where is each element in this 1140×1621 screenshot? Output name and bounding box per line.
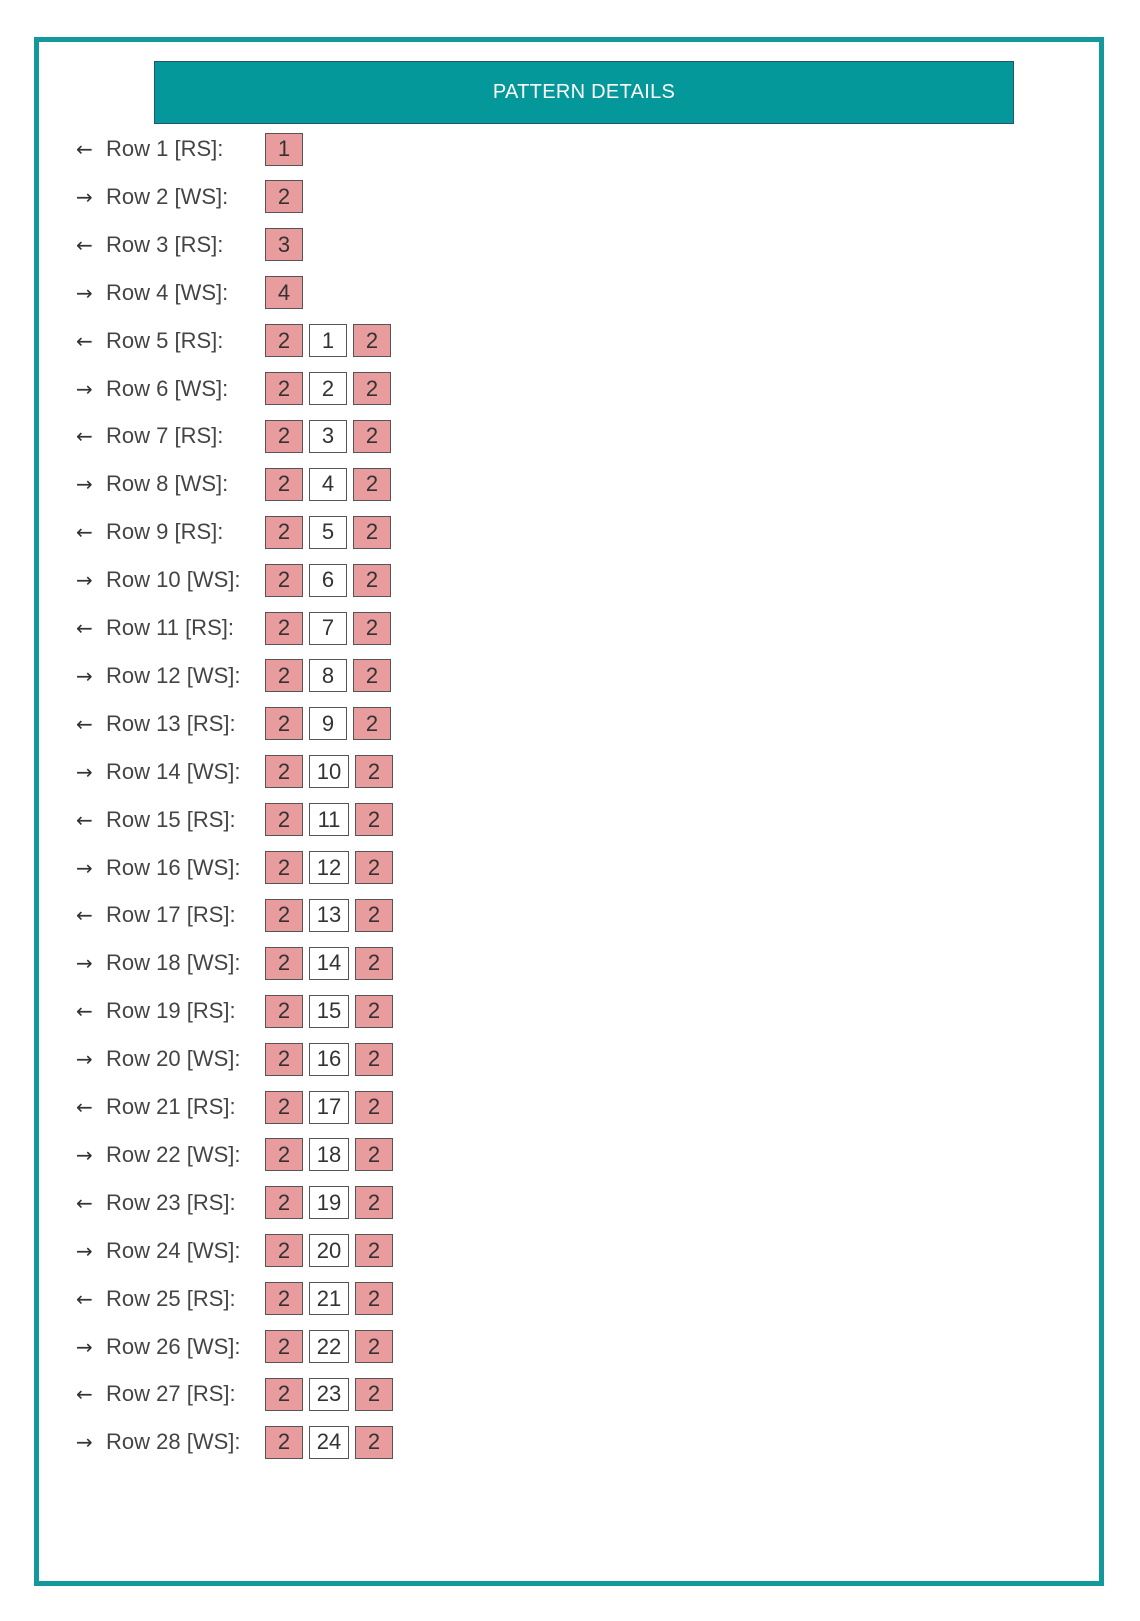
stitch-cell-white: 15 — [309, 995, 349, 1028]
row-label — [76, 902, 265, 928]
pattern-row — [76, 705, 397, 743]
row-label-text: Row 1 [RS]: — [106, 136, 224, 161]
stitch-cell-pink: 2 — [265, 612, 303, 645]
arrow-right-icon: → — [76, 280, 93, 305]
row-label — [76, 280, 265, 306]
stitch-cells — [265, 755, 399, 788]
stitch-cell-pink: 2 — [353, 612, 391, 645]
stitch-cell-pink: 2 — [355, 851, 393, 884]
arrow-left-icon: ← — [76, 616, 93, 640]
arrow-right-icon: → — [76, 1430, 93, 1455]
stitch-cell-pink: 2 — [353, 659, 391, 692]
row-label-text: Row 9 [RS]: — [106, 519, 224, 545]
stitch-cell-pink: 2 — [265, 755, 303, 788]
arrow-right-icon: → — [76, 1238, 93, 1263]
pattern-row — [76, 561, 397, 599]
arrow-right-icon: → — [76, 951, 93, 976]
pattern-row — [76, 992, 399, 1030]
stitch-cell-pink: 2 — [355, 947, 393, 980]
stitch-cell-pink: 2 — [265, 324, 303, 357]
row-label-text: Row 27 [RS]: — [106, 1381, 236, 1407]
pattern-row — [76, 944, 399, 982]
row-label — [76, 711, 265, 737]
stitch-cell-pink: 2 — [265, 899, 303, 932]
row-label — [76, 1238, 265, 1264]
pattern-row — [76, 1136, 399, 1174]
row-label-text: Row 22 [WS]: — [106, 1141, 241, 1167]
stitch-cell-white: 20 — [309, 1234, 349, 1267]
row-label — [76, 998, 265, 1024]
stitch-cell-pink: 2 — [265, 372, 303, 405]
stitch-cell-white: 7 — [309, 612, 347, 645]
stitch-cell-white: 23 — [309, 1378, 349, 1411]
stitch-cell-pink: 2 — [355, 1330, 393, 1363]
stitch-cells — [265, 276, 309, 309]
stitch-cells — [265, 707, 397, 740]
row-label — [76, 1142, 265, 1168]
stitch-cell-pink: 3 — [265, 228, 303, 261]
stitch-cells — [265, 1091, 399, 1124]
arrow-left-icon: ← — [76, 232, 93, 257]
arrow-left-icon: ← — [76, 903, 93, 928]
row-label — [76, 950, 265, 976]
stitch-cells — [265, 1282, 399, 1315]
pattern-row — [76, 753, 399, 791]
pattern-row — [76, 1232, 399, 1270]
stitch-cells — [265, 1043, 399, 1076]
row-label — [76, 232, 265, 258]
stitch-cell-white: 13 — [309, 899, 349, 932]
row-label — [76, 759, 265, 785]
pattern-row — [76, 1328, 399, 1366]
stitch-cell-pink: 2 — [265, 468, 303, 501]
pattern-row — [76, 370, 397, 408]
row-label-text: Row 25 [RS]: — [106, 1285, 236, 1311]
pattern-row — [76, 322, 397, 360]
row-label — [76, 184, 265, 210]
row-label-text: Row 15 [RS]: — [106, 806, 236, 832]
row-label — [76, 1190, 265, 1216]
arrow-left-icon: ← — [76, 1190, 93, 1215]
stitch-cell-pink: 2 — [355, 995, 393, 1028]
row-label — [76, 136, 265, 162]
row-label — [76, 328, 265, 354]
stitch-cells — [265, 899, 399, 932]
stitch-cell-white: 4 — [309, 468, 347, 501]
stitch-cell-pink: 2 — [265, 803, 303, 836]
arrow-right-icon: → — [76, 472, 93, 497]
stitch-cell-white: 12 — [309, 851, 349, 884]
arrow-right-icon: → — [76, 759, 93, 784]
pattern-row — [76, 513, 397, 551]
stitch-cell-white: 8 — [309, 659, 347, 692]
stitch-cell-white: 5 — [309, 516, 347, 549]
arrow-right-icon: → — [76, 376, 93, 401]
arrow-left-icon: ← — [76, 1286, 93, 1311]
stitch-cell-pink: 2 — [353, 516, 391, 549]
stitch-cell-white: 9 — [309, 707, 347, 740]
arrow-right-icon: → — [76, 184, 93, 209]
row-label — [76, 519, 265, 545]
stitch-cells — [265, 564, 397, 597]
row-label — [76, 1381, 265, 1407]
stitch-cell-white: 14 — [309, 947, 349, 980]
stitch-cell-pink: 2 — [353, 372, 391, 405]
stitch-cell-pink: 2 — [265, 659, 303, 692]
stitch-cell-pink: 1 — [265, 133, 303, 166]
stitch-cells — [265, 995, 399, 1028]
header-title: PATTERN DETAILS — [492, 81, 676, 103]
stitch-cell-pink: 2 — [355, 899, 393, 932]
stitch-cells — [265, 1330, 399, 1363]
pattern-row — [76, 274, 309, 312]
stitch-cells — [265, 803, 399, 836]
row-label-text: Row 19 [RS]: — [106, 998, 236, 1024]
row-label-text: Row 26 [WS]: — [106, 1333, 241, 1359]
stitch-cells — [265, 180, 309, 213]
stitch-cell-pink: 2 — [265, 1138, 303, 1171]
row-label-text: Row 12 [WS]: — [106, 662, 241, 688]
stitch-cell-white: 3 — [309, 420, 347, 453]
stitch-cell-pink: 2 — [265, 1378, 303, 1411]
row-label-text: Row 4 [WS]: — [106, 279, 229, 305]
arrow-right-icon: → — [76, 1047, 93, 1072]
stitch-cell-white: 10 — [309, 755, 349, 788]
stitch-cell-pink: 2 — [265, 564, 303, 597]
row-label — [76, 423, 265, 449]
stitch-cells — [265, 516, 397, 549]
pattern-row — [76, 1088, 399, 1126]
pattern-row — [76, 896, 399, 934]
row-label-text: Row 18 [WS]: — [106, 950, 241, 976]
stitch-cells — [265, 1186, 399, 1219]
stitch-cells — [265, 659, 397, 692]
stitch-cell-white: 24 — [309, 1426, 349, 1459]
stitch-cell-pink: 2 — [265, 1043, 303, 1076]
row-label — [76, 1334, 265, 1360]
stitch-cell-white: 17 — [309, 1091, 349, 1124]
row-label — [76, 663, 265, 689]
pattern-row — [76, 801, 399, 839]
stitch-cells — [265, 1426, 399, 1459]
stitch-cell-pink: 2 — [265, 995, 303, 1028]
stitch-cell-white: 21 — [309, 1282, 349, 1315]
row-label — [76, 1094, 265, 1120]
stitch-cells — [265, 851, 399, 884]
stitch-cells — [265, 612, 397, 645]
stitch-cell-pink: 2 — [265, 516, 303, 549]
row-label — [76, 615, 265, 641]
arrow-left-icon: ← — [76, 1095, 93, 1119]
stitch-cell-pink: 2 — [353, 468, 391, 501]
stitch-cell-white: 6 — [309, 564, 347, 597]
row-label-text: Row 24 [WS]: — [106, 1237, 241, 1263]
row-label-text: Row 7 [RS]: — [106, 423, 224, 449]
row-label — [76, 376, 265, 402]
pattern-row — [76, 609, 397, 647]
arrow-left-icon: ← — [76, 137, 93, 161]
row-label-text: Row 20 [WS]: — [106, 1046, 241, 1072]
row-label — [76, 807, 265, 833]
stitch-cell-pink: 2 — [355, 1282, 393, 1315]
stitch-cell-pink: 2 — [355, 1186, 393, 1219]
arrow-right-icon: → — [76, 855, 93, 880]
arrow-right-icon: → — [76, 1334, 93, 1359]
arrow-left-icon: ← — [76, 711, 93, 736]
stitch-cell-pink: 2 — [265, 1282, 303, 1315]
stitch-cells — [265, 468, 397, 501]
row-label-text: Row 5 [RS]: — [106, 327, 224, 353]
row-label-text: Row 16 [WS]: — [106, 854, 241, 880]
row-label-text: Row 14 [WS]: — [106, 758, 241, 784]
stitch-cell-white: 19 — [309, 1186, 349, 1219]
row-label — [76, 1286, 265, 1312]
pattern-row — [76, 465, 397, 503]
row-label — [76, 855, 265, 881]
stitch-cell-pink: 2 — [265, 1091, 303, 1124]
row-label-text: Row 28 [WS]: — [106, 1429, 241, 1455]
pattern-row — [76, 178, 309, 216]
row-label-text: Row 10 [WS]: — [106, 567, 241, 593]
stitch-cell-pink: 2 — [265, 1426, 303, 1459]
stitch-cell-pink: 2 — [353, 324, 391, 357]
stitch-cell-pink: 2 — [353, 564, 391, 597]
stitch-cell-pink: 2 — [355, 803, 393, 836]
row-label-text: Row 17 [RS]: — [106, 902, 236, 928]
stitch-cell-white: 22 — [309, 1330, 349, 1363]
row-label-text: Row 21 [RS]: — [106, 1094, 236, 1119]
arrow-left-icon: ← — [76, 424, 93, 449]
stitch-cell-pink: 2 — [353, 707, 391, 740]
pattern-row — [76, 130, 309, 168]
stitch-cell-pink: 2 — [355, 1378, 393, 1411]
stitch-cell-pink: 2 — [355, 1426, 393, 1459]
stitch-cells — [265, 947, 399, 980]
stitch-cell-pink: 2 — [355, 1138, 393, 1171]
stitch-cell-pink: 2 — [355, 1091, 393, 1124]
stitch-cells — [265, 1234, 399, 1267]
stitch-cell-pink: 2 — [265, 420, 303, 453]
arrow-right-icon: → — [76, 1142, 93, 1167]
stitch-cell-pink: 2 — [265, 1234, 303, 1267]
row-label — [76, 1429, 265, 1455]
stitch-cell-pink: 2 — [265, 180, 303, 213]
pattern-row — [76, 849, 399, 887]
pattern-row — [76, 417, 397, 455]
stitch-cells — [265, 324, 397, 357]
stitch-cell-pink: 2 — [355, 1043, 393, 1076]
stitch-cell-pink: 2 — [265, 707, 303, 740]
stitch-cells — [265, 420, 397, 453]
row-label — [76, 567, 265, 593]
row-label-text: Row 6 [WS]: — [106, 375, 229, 401]
stitch-cell-pink: 4 — [265, 276, 303, 309]
pattern-row — [76, 1375, 399, 1413]
arrow-left-icon: ← — [76, 807, 93, 832]
stitch-cell-white: 18 — [309, 1138, 349, 1171]
pattern-row — [76, 1423, 399, 1461]
stitch-cell-white: 11 — [309, 803, 349, 836]
row-label-text: Row 8 [WS]: — [106, 471, 229, 497]
stitch-cells — [265, 372, 397, 405]
row-label-text: Row 11 [RS]: — [106, 615, 234, 640]
stitch-cell-pink: 2 — [353, 420, 391, 453]
stitch-cell-white: 1 — [309, 324, 347, 357]
arrow-left-icon: ← — [76, 520, 93, 545]
stitch-cell-white: 16 — [309, 1043, 349, 1076]
stitch-cell-white: 2 — [309, 372, 347, 405]
row-label — [76, 471, 265, 497]
section-header — [154, 61, 1014, 124]
pattern-row — [76, 1184, 399, 1222]
row-label — [76, 1046, 265, 1072]
pattern-row — [76, 1040, 399, 1078]
pattern-row — [76, 226, 309, 264]
stitch-cells — [265, 133, 309, 166]
pattern-row — [76, 657, 397, 695]
stitch-cell-pink: 2 — [265, 1186, 303, 1219]
row-label-text: Row 13 [RS]: — [106, 710, 236, 736]
stitch-cells — [265, 1378, 399, 1411]
stitch-cell-pink: 2 — [265, 851, 303, 884]
arrow-left-icon: ← — [76, 1382, 93, 1407]
arrow-left-icon: ← — [76, 328, 93, 353]
stitch-cell-pink: 2 — [355, 1234, 393, 1267]
row-label-text: Row 3 [RS]: — [106, 231, 224, 257]
stitch-cell-pink: 2 — [265, 1330, 303, 1363]
pattern-row — [76, 1280, 399, 1318]
arrow-right-icon: → — [76, 663, 93, 688]
arrow-left-icon: ← — [76, 999, 93, 1024]
stitch-cell-pink: 2 — [355, 755, 393, 788]
arrow-right-icon: → — [76, 568, 93, 593]
row-label-text: Row 2 [WS]: — [106, 183, 229, 209]
stitch-cells — [265, 1138, 399, 1171]
stitch-cell-pink: 2 — [265, 947, 303, 980]
stitch-cells — [265, 228, 309, 261]
row-label-text: Row 23 [RS]: — [106, 1189, 236, 1215]
